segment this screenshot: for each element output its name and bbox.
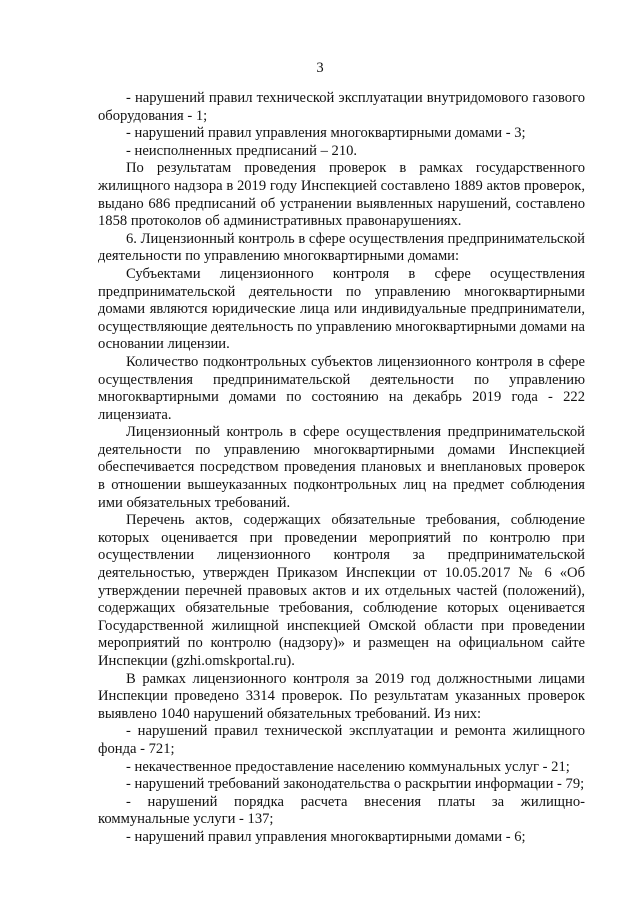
paragraph: - неисполненных предписаний – 210. xyxy=(126,142,358,159)
paragraph: Лицензионный контроль в сфере осуществления предпринимательской деятельности по управлению многоквартирными домами Инспекцией обеспечивается посредством проведения плановых и внеплановых проверок в отношении вышеуказанных подконтрольных лиц на предмет соблюдения ими обязательных требований. xyxy=(98,424,585,511)
paragraph: - нарушений правил управления многоквартирными домами - 6; xyxy=(126,828,526,845)
paragraph: - нарушений порядка расчета внесения платы за жилищно-коммунальные услуги - 137; xyxy=(98,793,585,828)
document-body xyxy=(98,90,585,847)
paragraph: Перечень актов, содержащих обязательные требования, соблюдение которых оценивается при проведении мероприятий по контролю при осуществлении лицензионного контроля за предпринимательской деятельностью, утвержден Приказом Инспекции от 10.05.2017 № 6 «Об утверждении перечней правовых актов и их отдельных частей (положений), содержащих обязательные требования, соблюдение которых оценивается Государственной жилищной инспекцией Омской области при проведении мероприятий по контролю (надзору)» и размещен на официальном сайте Инспекции (gzhi.omskportal.ru). xyxy=(98,512,585,669)
paragraph: - некачественное предоставление населению коммунальных услуг - 21; xyxy=(126,758,570,775)
paragraph: - нарушений правил технической эксплуатации внутридомового газового оборудования - 1; xyxy=(98,90,585,124)
paragraph: Количество подконтрольных субъектов лицензионного контроля в сфере осуществления предпринимательской деятельности по управлению многоквартирными домами по состоянию на декабрь 2019 года - 222 лицензиата. xyxy=(98,353,585,423)
page-number: 3 xyxy=(316,60,324,76)
paragraph: - нарушений правил управления многоквартирными домами - 3; xyxy=(126,125,526,142)
paragraph: Субъектами лицензионного контроля в сфере осуществления предпринимательской деятельности по управлению многоквартирными домами являются юридические лица или индивидуальные предприниматели, осуществляющие деятельность по управлению многоквартирными домами на основании лицензии. xyxy=(98,265,585,353)
paragraph: - нарушений правил технической эксплуатации и ремонта жилищного фонда - 721; xyxy=(98,723,585,757)
paragraph: По результатам проведения проверок в рамках государственного жилищного надзора в 2019 году Инспекцией составлено 1889 актов проверок, выдано 686 предписаний об устранении выявленных нарушений, составлено 1858 протоколов об административных правонарушениях. xyxy=(98,160,585,230)
paragraph: В рамках лицензионного контроля за 2019 год должностными лицами Инспекции проведено 3314 проверок. По результатам указанных проверок выявлено 1040 нарушений обязательных требований. Из них: xyxy=(98,670,585,722)
section-heading: 6. Лицензионный контроль в сфере осуществления предпринимательской деятельности по управлению многоквартирными домами: xyxy=(98,230,585,265)
paragraph: - нарушений требований законодательства о раскрытии информации - 79; xyxy=(126,776,585,793)
